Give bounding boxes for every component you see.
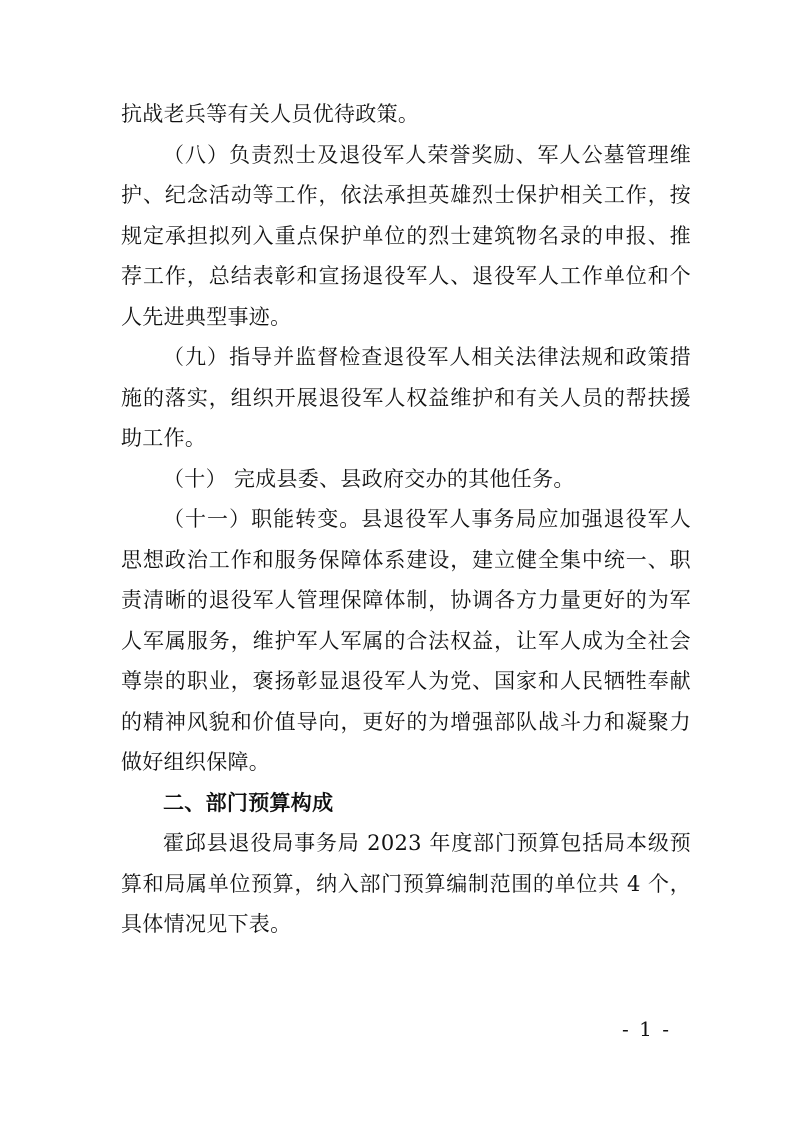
paragraph-item-8: （八）负责烈士及退役军人荣誉奖励、军人公墓管理维护、纪念活动等工作，依法承担英雄烈士保护相关工作，按规定承担拟列入重点保护单位的烈士建筑物名录的申报、推荐工作，总结表彰和宣扬退役军人、退役军人工作单位和个人先进典型事迹。 [121, 142, 691, 329]
paragraph-item-9: （九）指导并监督检查退役军人相关法律法规和政策措施的落实，组织开展退役军人权益维护和有关人员的帮扶援助工作。 [121, 345, 691, 450]
paragraph-item-10: （十） 完成县委、县政府交办的其他任务。 [163, 466, 575, 491]
paragraph-continuation: 抗战老兵等有关人员优待政策。 [121, 102, 420, 126]
paragraph-item-11: （十一）职能转变。县退役军人事务局应加强退役军人思想政治工作和服务保障体系建设，建立健全集中统一、职责清晰的退役军人管理保障体制，协调各方力量更好的为军人军属服务，维护军人军属的合法权益，让军人成为全社会尊崇的职业，褒扬彰显退役军人为党、国家和人民牺牲奉献的精神风貌和价值导向，更好的为增强部队战斗力和凝聚力做好组织保障。 [121, 507, 691, 774]
section-paragraph: 霍邱县退役局事务局 2023 年度部门预算包括局本级预算和局属单位预算，纳入部门预算编制范围的单位共 4 个，具体情况见下表。 [121, 831, 691, 936]
section-heading: 二、部门预算构成 [163, 790, 334, 815]
document-body [121, 94, 691, 945]
page-number: - 1 - [622, 1017, 671, 1041]
